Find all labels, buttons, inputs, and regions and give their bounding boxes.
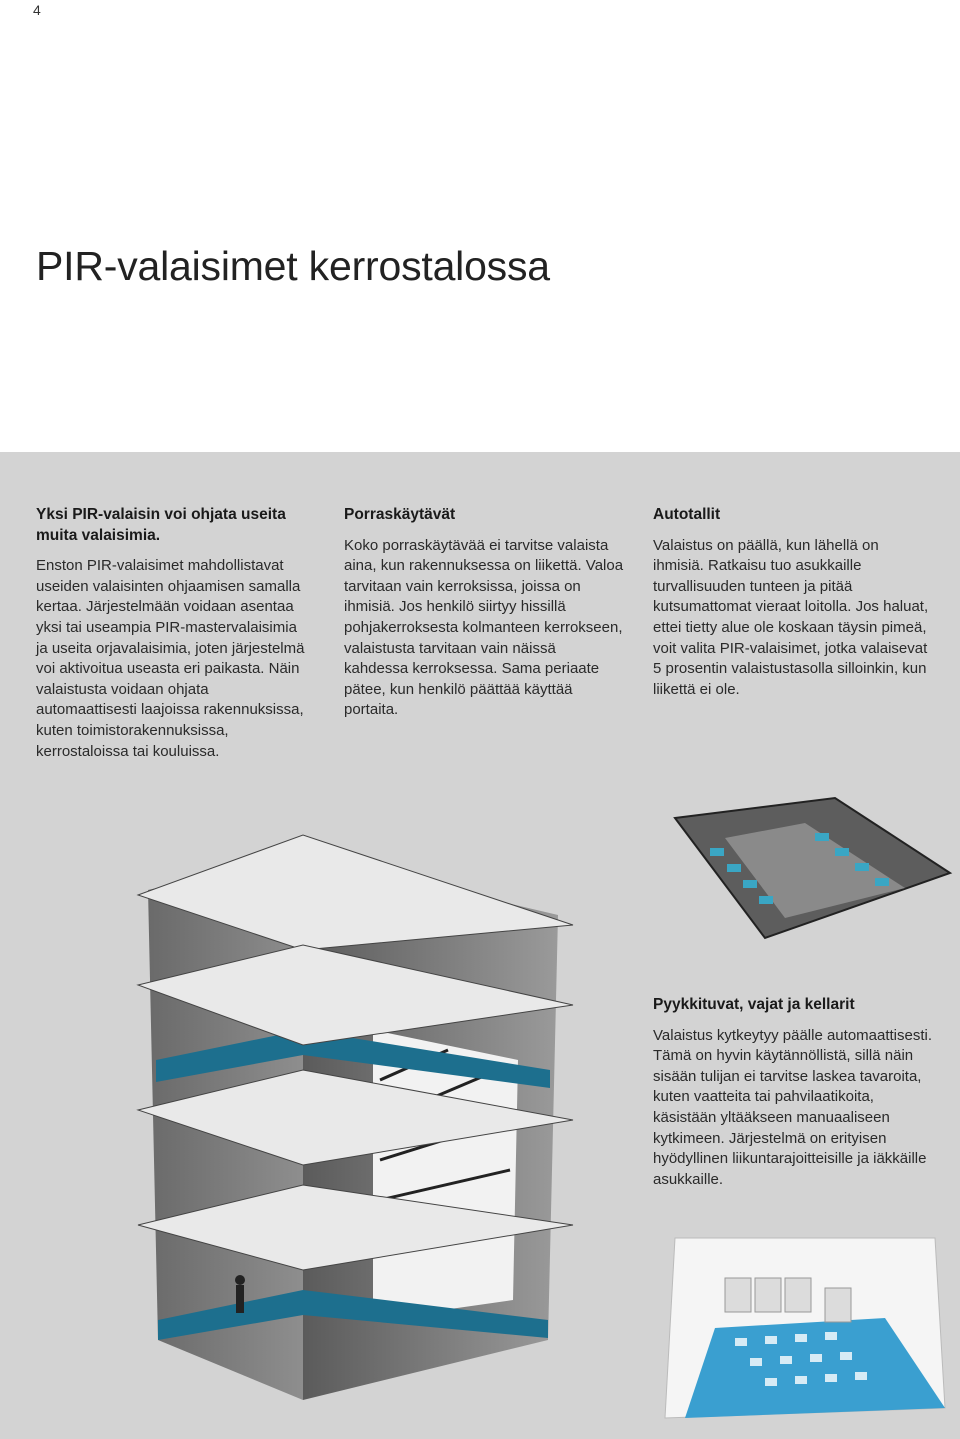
stairs-heading: Porraskäytävät (344, 506, 456, 523)
building-illustration (118, 820, 586, 1420)
stairs-section (344, 505, 624, 721)
page-title: PIR-valaisimet kerrostalossa (36, 243, 550, 289)
garages-body: Valaistus on päällä, kun lähellä on ihmisiä. Ratkaisu tuo asukkaille turvallisuuden tunteen ja pitää kutsumattomat vieraat loitolla. Jos haluat, ettei tietty alue ole koskaan täysin pimeä, voit valita PIR-valaisimet, jotka valaisevat 5 prosentin valaistustasolla silloinkin, kun liikettä ei ole. (653, 536, 929, 698)
laundry-illustration (655, 1218, 955, 1428)
garage-illustration (655, 778, 955, 978)
intro-heading: Yksi PIR-valaisin voi ohjata useita muita valaisimia. (36, 506, 286, 544)
stairs-body: Koko porraskäytävää ei tarvitse valaista aina, kun rakennuksessa on liikettä. Valoa tarvitaan vain kerroksissa, joissa on ihmisiä. Jos henkilö siirtyy hissillä pohjakerroksesta kolmanteen kerrokseen, valaistusta tarvitaan vain näissä kahdessa kerroksessa. Sama periaate pätee, kun henkilö päättää käyttää portaita. (344, 536, 624, 719)
page-number: 4 (33, 2, 41, 18)
intro-body: Enston PIR-valaisimet mahdollistavat useiden valaisinten ohjaamisen samalla kertaa. Järjestelmään voidaan asentaa yksi tai useampia PIR-mastervalaisimia ja useita orjavalaisimia, joten järjestelmä voi aktivoitua useasta eri paikasta. Näin valaistusta voidaan ohjata automaattisesti laajoissa rakennuksissa, kuten toimistorakennuksissa, kerrostaloissa tai kouluissa. (36, 557, 305, 760)
laundry-body: Valaistus kytkeytyy päälle automaattisesti. Tämä on hyvin käytännöllistä, sillä näin sisään tulijan ei tarvitse laskea tavaroita, kuten vaatteita tai pahvilaatikoita, käsistään yltääkseen manuaaliseen kytkimeen. Järjestelmä on erityisen hyödyllinen liikuntarajoitteisille ja iäkkäille asukkaille. (653, 1026, 933, 1188)
garages-section (653, 505, 933, 700)
garages-heading: Autotallit (653, 506, 721, 523)
page-top (0, 0, 960, 452)
laundry-heading: Pyykkituvat, vajat ja kellarit (653, 996, 855, 1013)
laundry-section (653, 995, 933, 1190)
intro-section (36, 505, 306, 762)
